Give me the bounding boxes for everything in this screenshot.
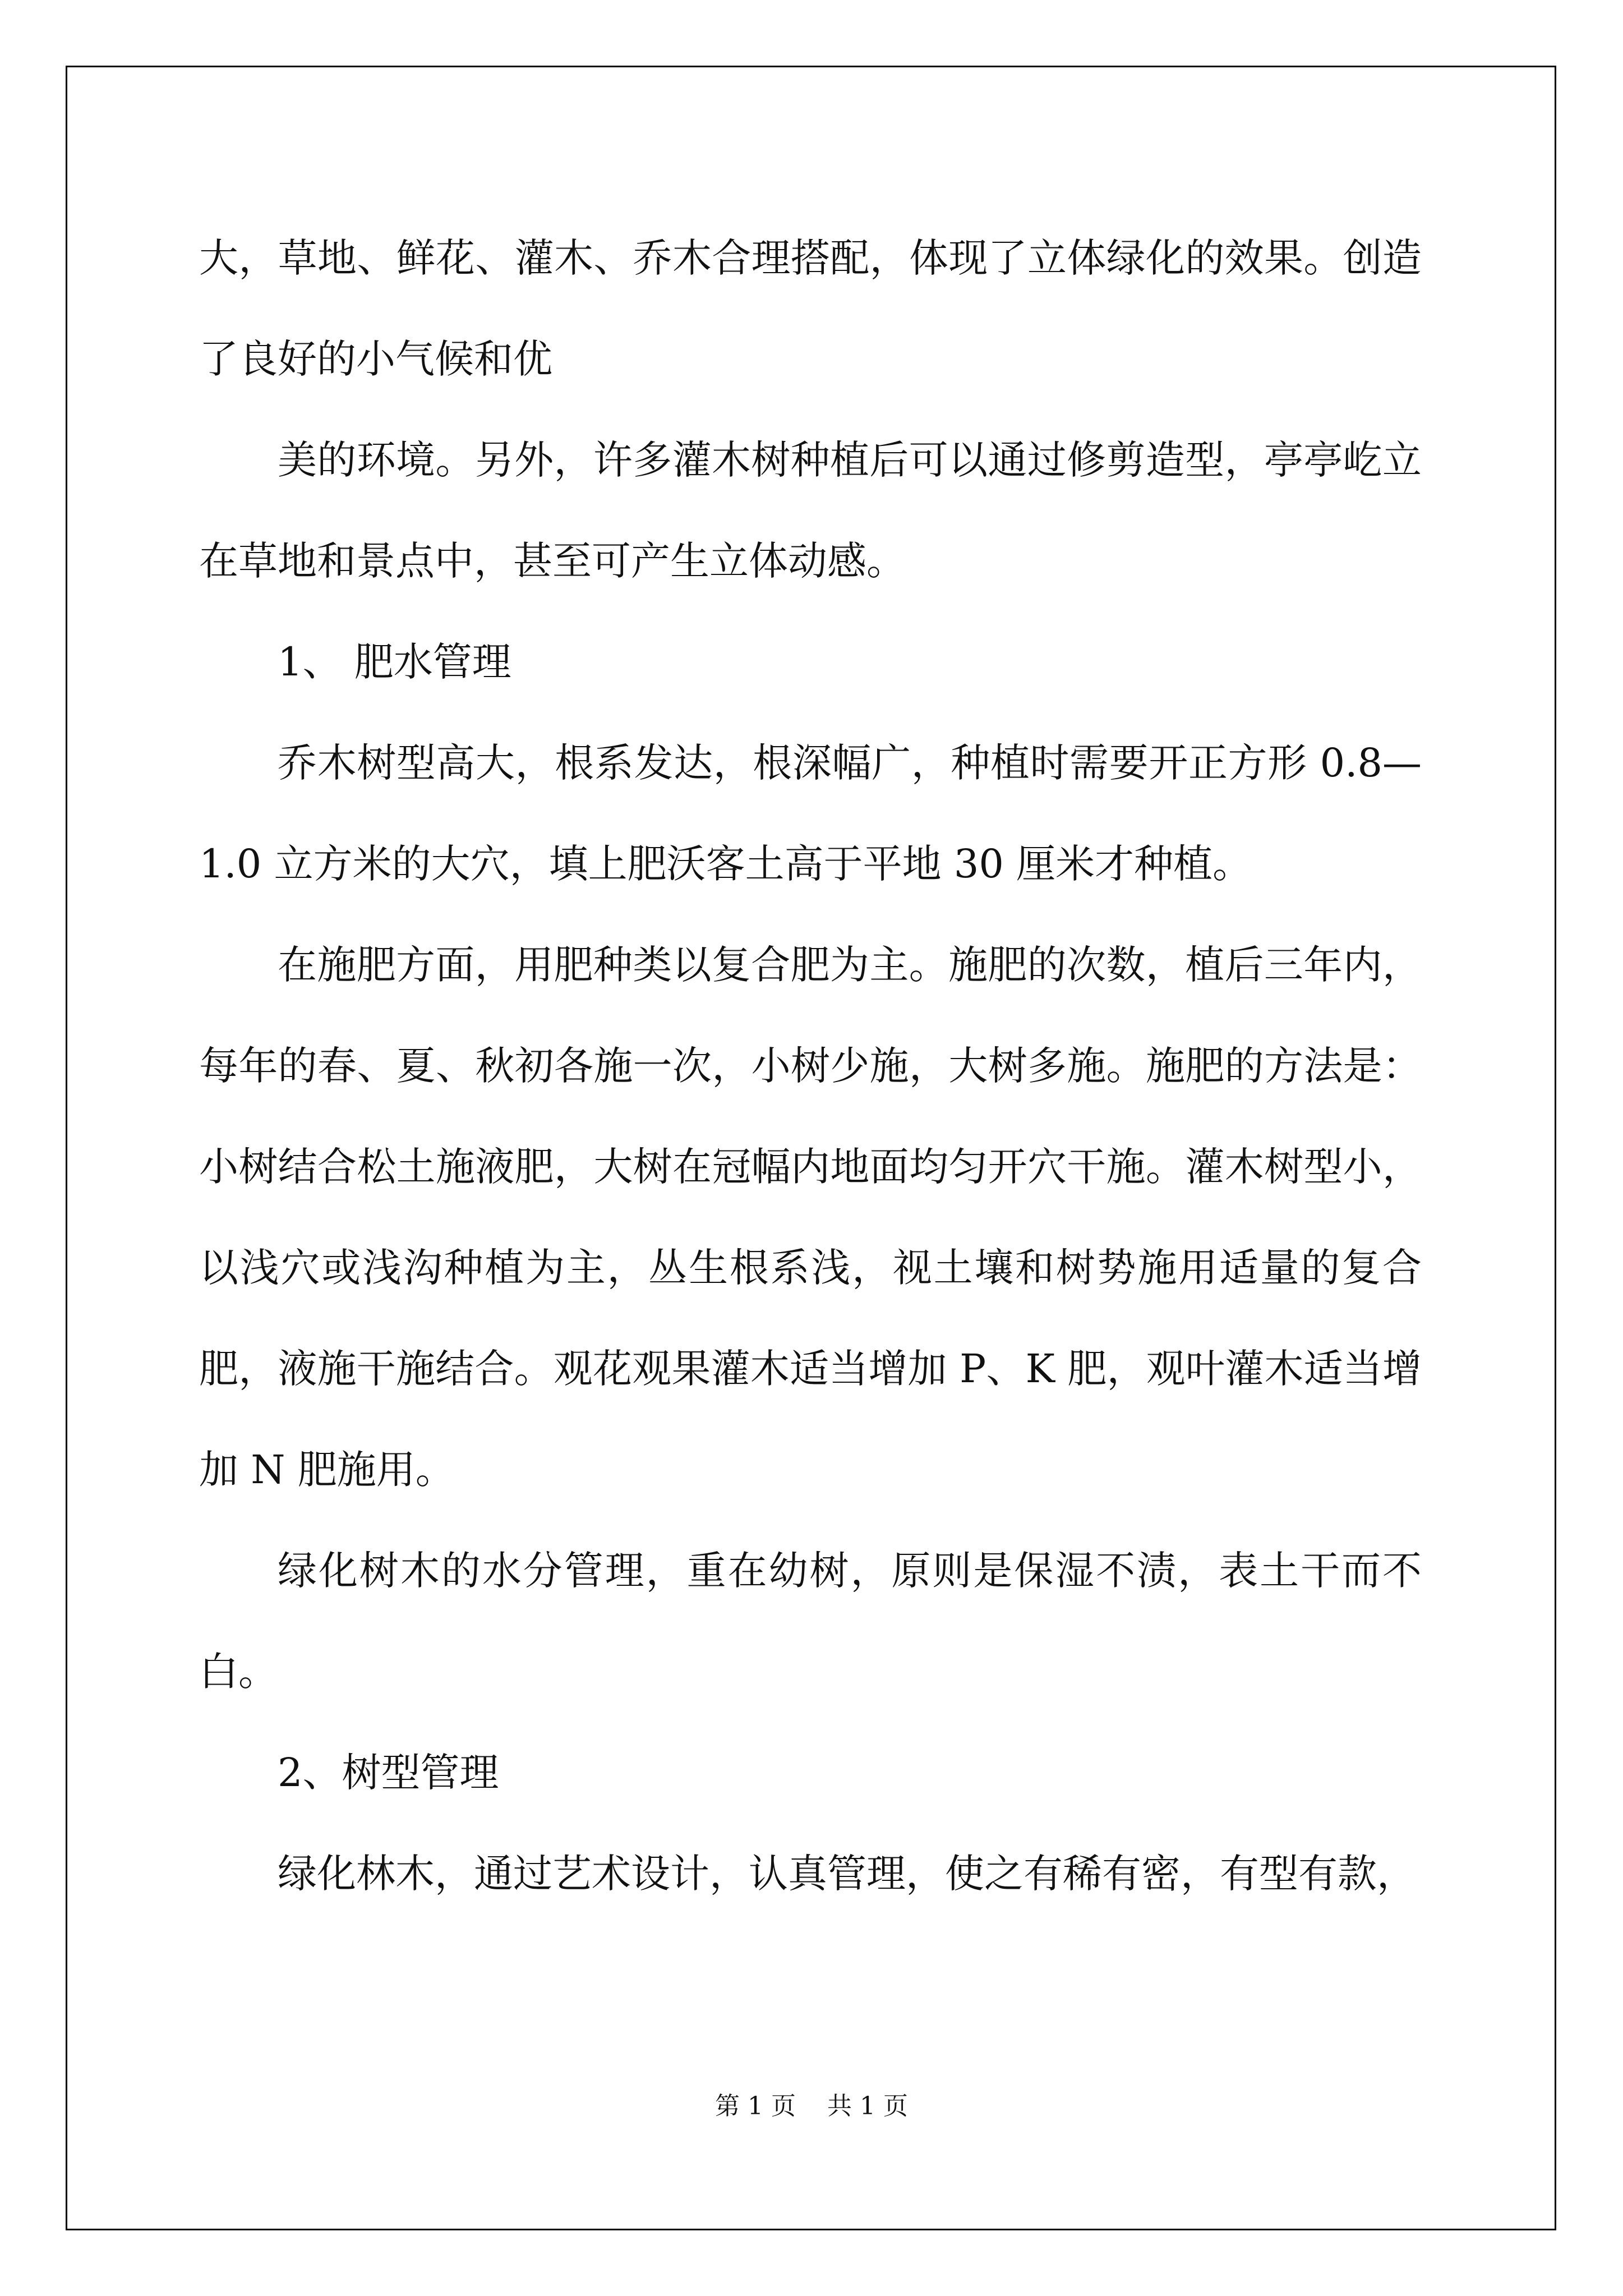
paragraph: 乔木树型高大，根系发达，根深幅广，种植时需要开正方形 0.8—1.0 立方米的大穴，填上肥沃客土高于平地 30 厘米才种植。: [199, 740, 1422, 887]
page-total: 共 1 页: [827, 2092, 908, 2120]
page-footer: [0, 2086, 1623, 2122]
page-number: 第 1 页: [715, 2092, 796, 2120]
section-heading: 2、树型管理: [278, 1750, 499, 1796]
paragraph: 绿化树木的水分管理，重在幼树，原则是保湿不渍，表土干而不白。: [199, 1548, 1422, 1695]
document-body: [199, 208, 1422, 1924]
paragraph: 绿化林木，通过艺术设计，认真管理，使之有稀有密，有型有款，: [278, 1851, 1416, 1897]
paragraph: 大，草地、鲜花、灌木、乔木合理搭配，体现了立体绿化的效果。创造了良好的小气候和优: [199, 235, 1422, 382]
paragraph: 在施肥方面，用肥种类以复合肥为主。施肥的次数，植后三年内，每年的春、夏、秋初各施一次，小树少施，大树多施。施肥的方法是：小树结合松土施液肥，大树在冠幅内地面均匀开穴干施。灌木树型小，以浅穴或浅沟种植为主，丛生根系浅，视土壤和树势施用适量的复合肥，液施干施结合。观花观果灌木适当增加 P、K 肥，观叶灌木适当增加 N 肥施用。: [199, 942, 1422, 1493]
section-heading: 1、 肥水管理: [278, 639, 511, 685]
paragraph: 美的环境。另外，许多灌木树种植后可以通过修剪造型，亭亭屹立在草地和景点中，甚至可产生立体动感。: [199, 437, 1422, 584]
